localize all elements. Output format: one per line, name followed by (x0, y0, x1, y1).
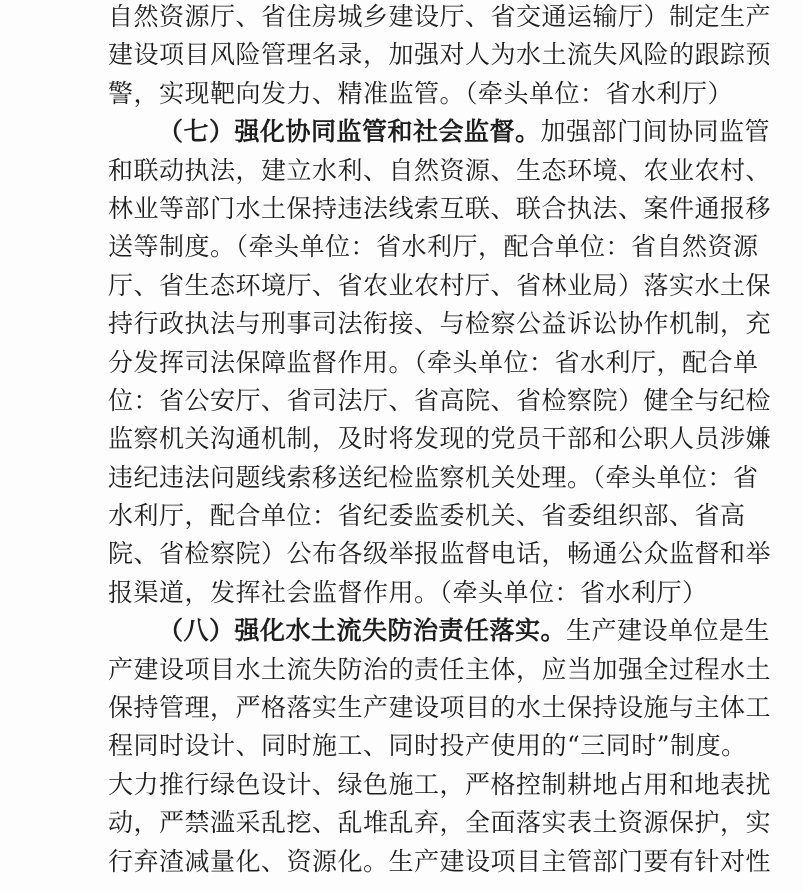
text-line: 水利厅，配合单位：省纪委监委机关、省委组织部、省高 (108, 501, 746, 531)
section-heading-line-7 (108, 113, 771, 151)
text-line: 送等制度。（牵头单位：省水利厅，配合单位：省自然资源 (108, 232, 759, 262)
text-line: 行弃渣减量化、资源化。生产建设项目主管部门要有针对性 (108, 846, 772, 876)
text-line: 院、省检察院）公布各级举报监督电话，畅通公众监督和举 (108, 539, 772, 569)
section-heading-7: （七）强化协同监管和社会监督。 (158, 117, 541, 147)
text-line: 保持管理，严格落实生产建设项目的水土保持设施与主体工 (108, 693, 772, 723)
document-body (108, 0, 772, 881)
text-line: 产建设项目水土流失防治的责任主体，应当加强全过程水土 (108, 654, 772, 684)
text-line: 监察机关沟通机制，及时将发现的党员干部和公职人员涉嫌 (108, 424, 772, 454)
text-line: 自然资源厅、省住房城乡建设厅、省交通运输厅）制定生产 (108, 2, 772, 31)
text-line: 大力推行绿色设计、绿色施工，严格控制耕地占用和地表扰 (108, 769, 772, 799)
text-line: 位：省公安厅、省司法厅、省高院、省检察院）健全与纪检 (108, 385, 772, 415)
text-run: 加强部门间协同监管 (540, 117, 771, 147)
text-line: 程同时设计、同时施工、同时投产使用的“三同时”制度。 (108, 731, 747, 761)
section-heading-8: （八）强化水土流失防治责任落实。 (158, 616, 567, 646)
text-line: 和联动执法，建立水利、自然资源、生态环境、农业农村、 (108, 155, 772, 185)
section-heading-line-8 (108, 612, 771, 650)
text-line: 厅、省生态环境厅、省农业农村厅、省林业局）落实水土保 (108, 270, 772, 300)
text-line: 林业等部门水土保持违法线索互联、联合执法、案件通报移 (108, 193, 772, 223)
text-line: 建设项目风险管理名录，加强对人为水土流失风险的跟踪预 (108, 40, 772, 70)
text-line: 分发挥司法保障监督作用。（牵头单位：省水利厅，配合单 (108, 347, 759, 377)
text-line: 持行政执法与刑事司法衔接、与检察公益诉讼协作机制，充 (108, 309, 772, 339)
text-line: 违纪违法问题线索移送纪检监察机关处理。（牵头单位：省 (108, 462, 759, 492)
text-line: 动，严禁滥采乱挖、乱堆乱弃，全面落实表土资源保护，实 (108, 808, 772, 838)
text-line: 警，实现靶向发力、精准监管。（牵头单位：省水利厅） (108, 78, 734, 108)
text-line: 报渠道，发挥社会监督作用。（牵头单位：省水利厅） (108, 577, 708, 607)
text-run: 生产建设单位是生 (566, 616, 771, 646)
